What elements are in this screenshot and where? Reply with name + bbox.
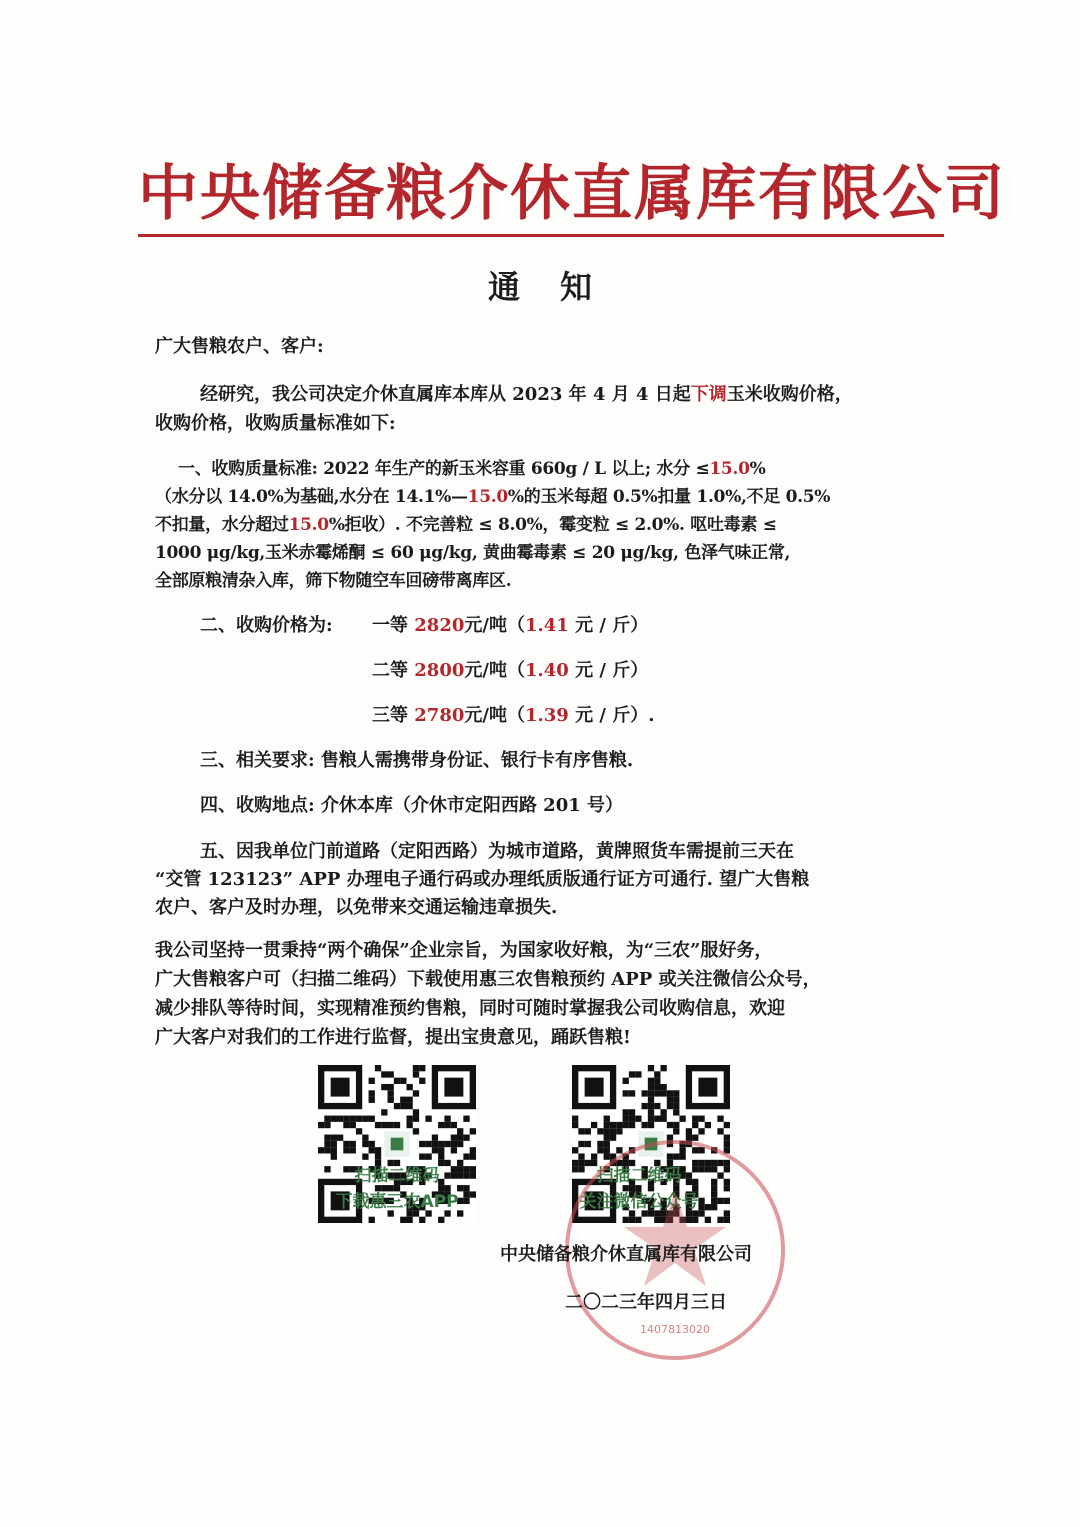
- letterhead-rule: [138, 234, 944, 237]
- section-5-line-2: “交管 123123” APP 办理电子通行码或办理纸质版通行证方可通行. 望广大售粮: [155, 869, 810, 890]
- closing-line-2: 广大售粮客户可（扫描二维码）下载使用惠三农售粮预约 APP 或关注微信公众号，: [155, 969, 821, 990]
- section-5-line-1: 五、因我单位门前道路（定阳西路）为城市道路，黄牌照货车需提前三天在: [200, 841, 794, 862]
- section-1-line-4: 1000 μg/kg,玉米赤霉烯酮 ≤ 60 μg/kg, 黄曲霉毒素 ≤ 20 μg/kg, 色泽气味正常,: [155, 543, 791, 563]
- intro-line-2: 收购价格，收购质量标准如下:: [155, 413, 396, 434]
- salutation: 广大售粮农户、客户:: [155, 336, 324, 357]
- price-row-1: 一等 2820元/吨（1.41 元 / 斤）: [372, 615, 649, 636]
- document-title: 通知: [487, 268, 632, 306]
- intro-line-1: 经研究，我公司决定介休直属库本库从 2023 年 4 月 4 日起下调玉米收购价格，: [200, 384, 853, 405]
- closing-line-1: 我公司坚持一贯秉持“两个确保”企业宗旨，为国家收好粮，为“三农”服好务，: [155, 940, 773, 961]
- letterhead-company-name: 中央储备粮介休直属库有限公司: [138, 159, 1006, 229]
- section-2-label: 二、收购价格为:: [200, 615, 333, 636]
- price-row-2: 二等 2800元/吨（1.40 元 / 斤）: [372, 660, 649, 681]
- closing-line-3: 减少排队等待时间，实现精准预约售粮，同时可随时掌握我公司收购信息，欢迎: [155, 998, 785, 1019]
- section-1-line-5: 全部原粮清杂入库，筛下物随空车回磅带离库区.: [155, 571, 512, 591]
- price-row-3: 三等 2780元/吨（1.39 元 / 斤）.: [372, 705, 655, 726]
- signature-company: 中央储备粮介休直属库有限公司: [500, 1244, 752, 1265]
- section-1-line-2: （水分以 14.0%为基础,水分在 14.1%—15.0%的玉米每超 0.5%扣量 1.0%,不足 0.5%: [155, 487, 831, 507]
- qr-caption-wechat: 扫描二维码 关注微信公众号: [579, 1166, 699, 1212]
- section-5-line-3: 农户、客户及时办理，以免带来交通运输违章损失.: [155, 897, 558, 918]
- signature-date: 二〇二三年四月三日: [565, 1292, 727, 1313]
- section-3: 三、相关要求: 售粮人需携带身份证、银行卡有序售粮.: [200, 750, 634, 771]
- section-1-line-3: 不扣量，水分超过15.0%拒收）. 不完善粒 ≤ 8.0%，霉变粒 ≤ 2.0%. 呕吐毒素 ≤: [155, 515, 777, 535]
- section-1-line-1: 一、收购质量标准: 2022 年生产的新玉米容重 660g / L 以上; 水分 ≤15.0%: [178, 459, 766, 479]
- section-4: 四、收购地点: 介休本库（介休市定阳西路 201 号）: [200, 795, 624, 816]
- qr-caption-app: 扫描二维码 下载惠三农APP: [335, 1166, 459, 1212]
- intro-highlight: 下调: [690, 384, 727, 405]
- closing-line-4: 广大客户对我们的工作进行监督，提出宝贵意见，踊跃售粮!: [155, 1027, 631, 1048]
- seal-code: 1407813020: [640, 1323, 710, 1336]
